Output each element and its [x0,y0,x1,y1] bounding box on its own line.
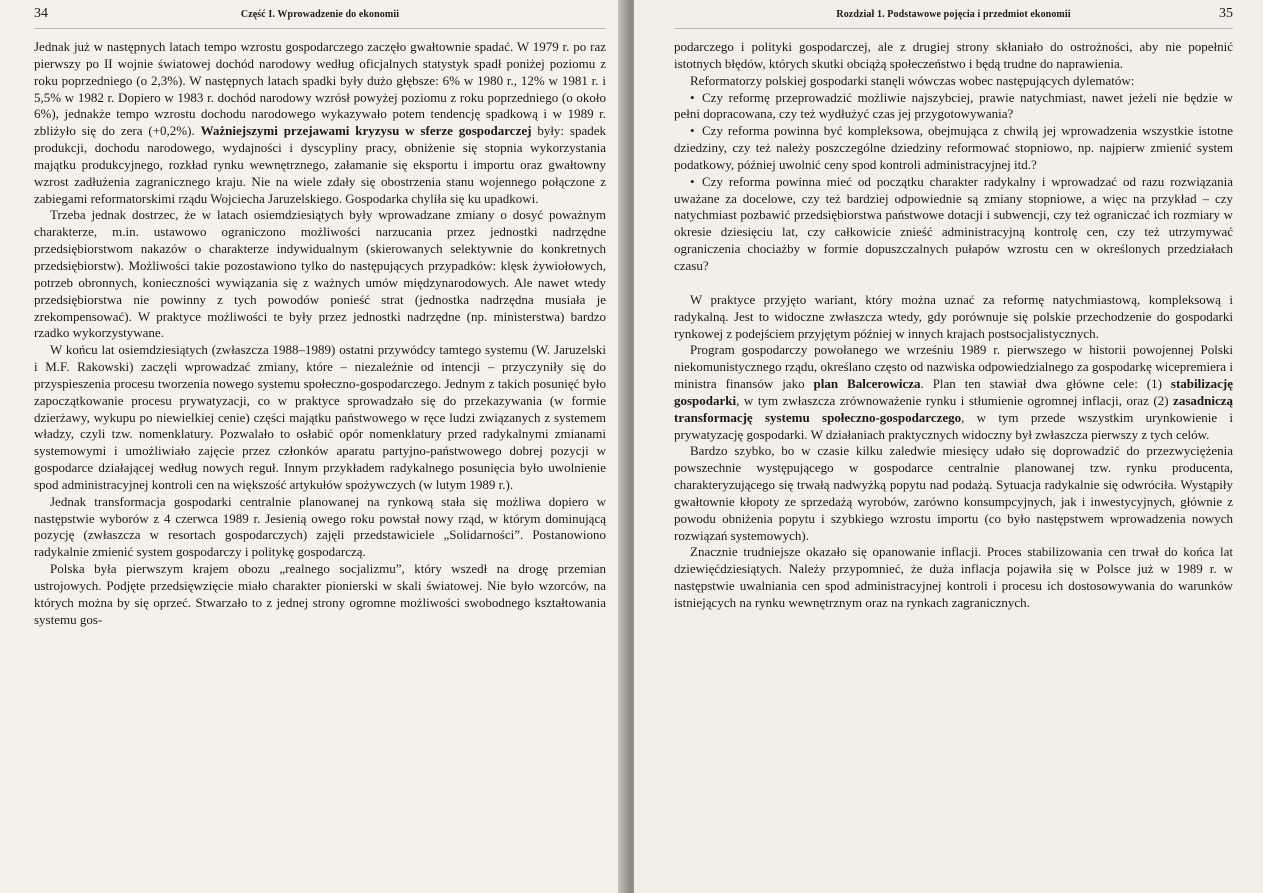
text-run: Bardzo szybko, bo w czasie kilku zaledwie miesięcy udało się doprowadzić do przezwyciężenia powszechnie występującego w gospodarce centralnie planowanej tzw. rynku producenta, charakteryzującego się trwałą nadwyżką popytu nad podażą. Sytuacja radykalnie się odwróciła. Wystąpiły gwałtownie kłopoty ze sprzedażą wyrobów, zarówno konsumpcyjnych, jak i inwestycyjnych, głównie z powodu obniżenia popytu i szybkiego wzrostu importu (co było następstwem wprowadzenia nowych rozwiązań systemowych). [674,443,1233,543]
text-run: W praktyce przyjęto wariant, który można uznać za reformę natychmiastową, kompleksową i radykalną. Jest to widoczne zwłaszcza wtedy, gdy porównuje się polskie przechodzenie do gospodarki rynkowej z podejściem przyjętym później w innych krajach postsocjalistycznych. [674,291,1233,341]
body-paragraph [34,39,606,207]
text-run: , w tym przede wszystkim urynkowienie i prywatyzację gospodarki. W działaniach praktycznych widoczny był zwłaszcza pierwszy z tych celów. [674,409,1233,442]
body-paragraph [674,292,1233,343]
body-paragraph [674,544,1233,611]
body-paragraph [674,342,1233,443]
text-run: Czy reforma powinna mieć od początku charakter radykalny i wprowadzać od razu rozwiązania uważane za docelowe, czy też bardziej odpowiednie są zmiany stopniowe, a więc na przykład – czy natychmiast pozbawić przedsiębiorstwa państwowe dotacji i subwencji, czy też ograniczać ich rozmiary w okresie dziesięciu lat, czy całkowicie znieść administracyjną kontrolę cen, czy też utrzymywać ograniczenia chociażby w formie dopuszczalnych pułapów wzrostu cen w określonych przedziałach czasu? [674,173,1233,273]
bullet-paragraph [674,174,1233,275]
bullet-paragraph [674,123,1233,174]
left-header-title: Część I. Wprowadzenie do ekonomii [240,9,400,20]
text-run: podarczego i polityki gospodarczej, ale z drugiej strony skłaniało do ostrożności, aby nie popełnić istotnych błędów, których skutki obciążą społeczeństwo i będą trudne do naprawienia. [674,39,1233,71]
right-page-number: 35 [1219,6,1233,21]
text-run: Reformatorzy polskiej gospodarki stanęli wówczas wobec następujących dylematów: [690,72,1135,88]
text-run: Znacznie trudniejsze okazało się opanowanie inflacji. Proces stabilizowania cen trwał do końca lat dziewięćdziesiątych. Należy przypomnieć, że duża inflacja pojawiła się w Polsce już w 1989 r. w następstwie uwalniania cen spod administracyjnej kontroli i procesu ich dostosowywania do warunków istniejących na rynku wewnętrznym oraz na rynkach zagranicznych. [674,544,1233,610]
right-page [634,0,1263,893]
body-paragraph [674,39,1233,73]
bullet-paragraph [674,90,1233,124]
bold-term: zasadniczą transformację systemu społeczno-gospodarczego [674,392,1233,425]
left-page [0,0,628,893]
bullet-marker: • [690,123,695,139]
text-run: Jednak już w następnych latach tempo wzrostu gospodarczego zaczęło gwałtownie spadać. W 1979 r. po raz pierwszy po II wojnie światowej dochód narodowy według oficjalnych statystyk spadł poniżej poziomu z roku poprzedniego (o 2,3%). W następnych latach spadki były dużo głębsze: 6% w 1980 r., 12% w 1981 r. i 5,5% w 1982 r. Dopiero w 1983 r. dochód narodowy wzrósł powyżej poziomu z roku poprzedniego (o około 6%), jednakże tempo wzrostu dochodu narodowego wykazywało potem tendencję spadkową i w 1989 r. zbliżyło się do zera (+0,2%). [34,39,606,139]
text-run: Jednak transformacja gospodarki centralnie planowanej na rynkową stała się możliwa dopiero w następstwie wyborów z 4 czerwca 1989 r. Jesienią owego roku powstał nowy rząd, w którym dominującą pozycję (zwłaszcza w resortach gospodarczych) zajęli przedstawiciele „Solidarności”. Postanowiono radykalnie zmienić system gospodarczy i politykę gospodarczą. [34,493,606,560]
left-running-header [34,6,606,29]
bullet-marker: • [690,173,695,189]
bold-term: Ważniejszymi przejawami kryzysu w sferze gospodarczej [200,123,532,139]
right-running-header [674,6,1233,29]
body-paragraph [34,561,606,628]
body-paragraph [674,443,1233,544]
text-run: Program gospodarczy powołanego we wrześniu 1989 r. pierwszego w historii powojennej Polski niekomunistycznego rządu, określano często od nazwiska odpowiedzialnego za gospodarkę wicepremiera i ministra finansów jako [674,342,1233,392]
bold-term: plan Balcerowicza [813,376,921,392]
text-run: . Plan ten stawiał dwa główne cele: (1) [920,376,1171,392]
right-page-body [674,39,1233,612]
body-paragraph [34,494,606,561]
text-run: Czy reformę przeprowadzić możliwie najszybciej, prawie natychmiast, nawet jeżeli nie będzie w pełni dopracowana, czy też wydłużyć czas jej przygotowywania? [674,89,1233,122]
left-page-body [34,39,606,629]
body-paragraph [34,207,606,342]
text-run: , w tym zwłaszcza zrównoważenie rynku i stłumienie ogromnej inflacji, oraz (2) [736,392,1174,408]
body-paragraph [34,342,606,494]
text-run: Czy reforma powinna być kompleksowa, obejmująca z chwilą jej wprowadzenia wszystkie istotne dziedziny, czy też należy poszczególne dziedziny reformować stopniowo, np. najpierw zmienić system podatkowy, później uwolnić ceny spod kontroli administracyjnej itd.? [674,123,1233,172]
text-run: W końcu lat osiemdziesiątych (zwłaszcza 1988–1989) ostatni przywódcy tamtego systemu (W. Jaruzelski i M.F. Rakowski) zaczęli wprowadzać zmiany, które – niezależnie od intencji – przyczyniły się do przyspieszenia procesu tworzenia nowego systemu społeczno-gospodarczego. Jednym z takich posunięć było zapoczątkowanie procesu prywatyzacji, co w praktyce sprowadzało się do przekazywania (w formie dzierżawy, wykupu po niewielkiej cenie) części majątku państwowego w ręce ludzi związanych z systemem władzy, czyli tzw. nomenklatury. Pozwalało to osłabić opór nomenklatury przed radykalnymi zmianami systemowymi i umożliwiało zajęcie przez członków aparatu partyjno-państwowego dobrej pozycji w gospodarce działającej według nowych reguł. Innym przykładem radykalnego posunięcia było uwolnienie spod administracyjnej kontroli cen na większość artykułów spożywczych (w lutym 1989 r.). [34,342,606,492]
right-header-title: Rozdział 1. Podstawowe pojęcia i przedmiot ekonomii [836,9,1071,20]
text-run: Polska była pierwszym krajem obozu „realnego socjalizmu”, który wszedł na drogę przemian ustrojowych. Podjęte przedsięwzięcie miało charakter pionierski w skali światowej. Nie było wzorców, na których można by się oprzeć. Stwarzało to z jednej strony ogromne możliwości swobodnego kształtowania systemu gos- [34,561,606,627]
text-run: Trzeba jednak dostrzec, że w latach osiemdziesiątych były wprowadzane zmiany o dosyć poważnym charakterze, m.in. ustawowo ograniczono możliwości narzucania przez jednostki nadrzędne przedsiębiorstwom nakazów o charakterze indywidualnym (skierowanych selektywnie do konkretnych przedsiębiorstw). Możliwości takie pozostawiono tylko do następujących przypadków: klęsk żywiołowych, potrzeb obronnych, konieczności wywiązania się z ważnych umów międzynarodowych. Ale nawet wtedy przedsiębiorstwa nie powinny z tych powodów ponieść strat (jednostka nadrzędna musiała je zrekompensować). W praktyce możliwości te były przez jednostki nadrzędne (np. ministerstwa) bardzo rzadko wykorzystywane. [34,207,606,341]
left-page-number: 34 [34,6,48,21]
bold-term: stabilizację gospodarki [674,376,1233,408]
body-paragraph [674,73,1233,90]
bullet-marker: • [690,89,695,105]
text-run: były: spadek produkcji, dochodu narodowego, wydajności i dyscypliny pracy, obniżenie się stopnia wykorzystania majątku produkcyjnego, rozkład rynku wewnętrznego, załamanie się eksportu i importu oraz gwałtowny wzrost zadłużenia zagranicznego kraju. Nie na wiele zdały się obostrzenia stanu wojennego połączone z zabiegami reformatorskimi rządu Wojciecha Jaruzelskiego. Gospodarka chyliła się ku upadkowi. [34,123,606,206]
